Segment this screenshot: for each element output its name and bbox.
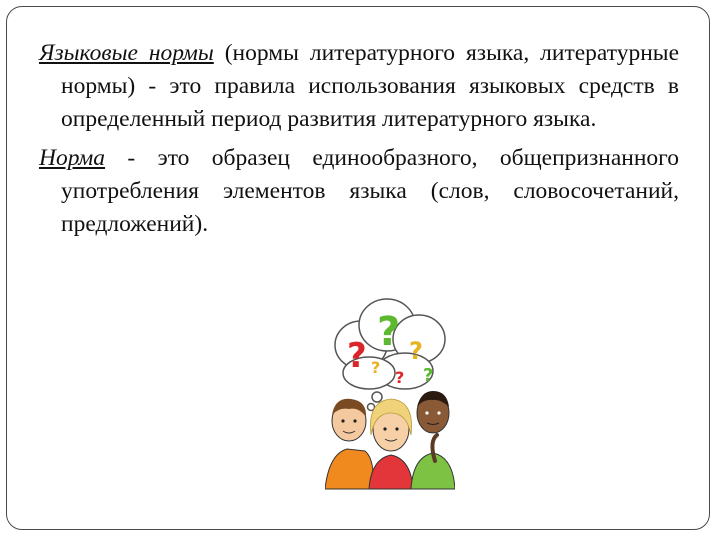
question-mark-green: ? — [377, 309, 401, 355]
term-language-norms: Языковые нормы — [39, 40, 214, 66]
child-left-icon — [325, 399, 373, 489]
definitions-text — [39, 37, 679, 247]
term-norm: Норма — [39, 145, 106, 171]
definition-text-1: (нормы литературного языка, литературные нормы) - это правила использования языковых средств в определенный период развития литературного языка. — [61, 40, 680, 132]
definition-text-2: - это образец единообразного, общепризнанного употребления элементов языка (слов, словосочетаний, предложений). — [61, 145, 679, 237]
child-middle-icon — [369, 399, 413, 489]
definition-language-norms — [39, 37, 679, 136]
thinking-children-illustration — [325, 289, 455, 519]
question-mark-green-small: ? — [423, 365, 434, 386]
question-mark-yellow: ? — [409, 337, 423, 365]
definition-norm — [39, 142, 679, 241]
slide-frame — [6, 6, 710, 530]
child-right-icon — [411, 391, 455, 489]
question-mark-red-small: ? — [395, 368, 405, 387]
question-mark-yellow-small: ? — [371, 358, 381, 377]
question-mark-red: ? — [347, 336, 367, 376]
